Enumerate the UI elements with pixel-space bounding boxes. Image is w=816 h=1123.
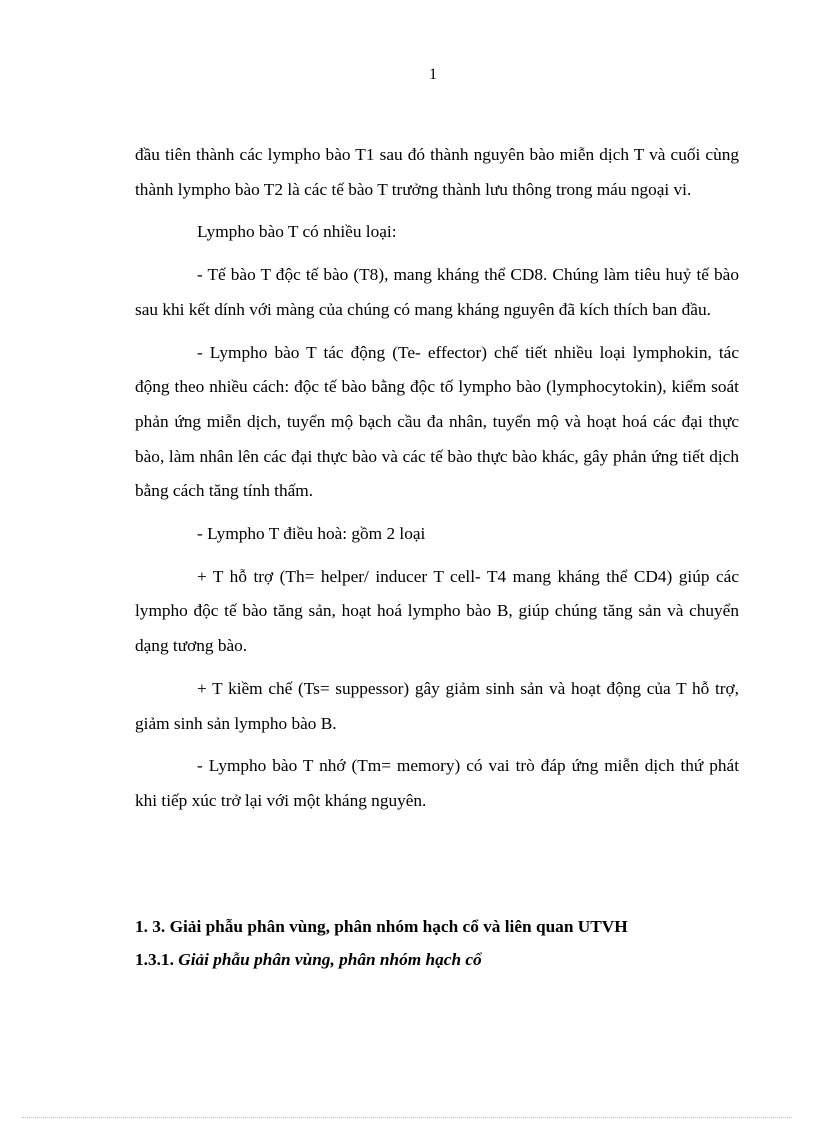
paragraph-memory-t: - Lympho bào T nhớ (Tm= memory) có vai trò đáp ứng miễn dịch thứ phát khi tiếp xúc trở lại với một kháng nguyên. — [135, 756, 739, 810]
paragraph-cytotoxic-t: - Tế bào T độc tế bào (T8), mang kháng thể CD8. Chúng làm tiêu huỷ tế bào sau khi kết dính với màng của chúng có mang kháng nguyên đã kích thích ban đầu. — [135, 265, 739, 319]
subsection-heading — [135, 943, 739, 976]
page-number: 1 — [429, 66, 437, 83]
body-text — [135, 138, 739, 827]
page-bottom-divider — [22, 1117, 792, 1118]
section-headings — [135, 910, 739, 976]
paragraph-suppressor-t: + T kiềm chế (Ts= suppessor) gây giảm sinh sản và hoạt động của T hỗ trợ, giảm sinh sản lympho bào B. — [135, 678, 739, 733]
paragraph-regulatory-t: - Lympho T điều hoà: gồm 2 loại — [197, 524, 426, 544]
subsection-number: 1.3.1. — [135, 950, 174, 969]
paragraph-effector-t: - Lympho bào T tác động (Te- effector) chế tiết nhiều loại lymphokin, tác động theo nhiều cách: độc tế bào bằng độc tố lympho bào (lymphocytokin), kiểm soát phản ứng miễn dịch, tuyển mộ bạch cầu đa nhân, tuyển mộ và hoạt hoá các đại thực bào, làm nhân lên các đại thực bào và các tế bào thực bào khác, gây phản ứng tiết dịch bằng cách tăng tính thấm. — [135, 342, 739, 501]
subsection-title: Giải phẫu phân vùng, phân nhóm hạch cổ — [178, 950, 482, 969]
paragraph-continuation: đầu tiên thành các lympho bào T1 sau đó thành nguyên bào miễn dịch T và cuối cùng thành lympho bào T2 là các tế bào T trưởng thành lưu thông trong máu ngoại vi. — [135, 145, 739, 199]
section-heading: 1. 3. Giải phẫu phân vùng, phân nhóm hạch cổ và liên quan UTVH — [135, 917, 628, 936]
paragraph-helper-t: + T hỗ trợ (Th= helper/ inducer T cell- T4 mang kháng thể CD4) giúp các lympho độc tế bào tăng sản, hoạt hoá lympho bào B, giúp chúng tăng sản và chuyển dạng tương bào. — [135, 566, 739, 656]
paragraph-t-types-intro: Lympho bào T có nhiều loại: — [197, 222, 397, 242]
